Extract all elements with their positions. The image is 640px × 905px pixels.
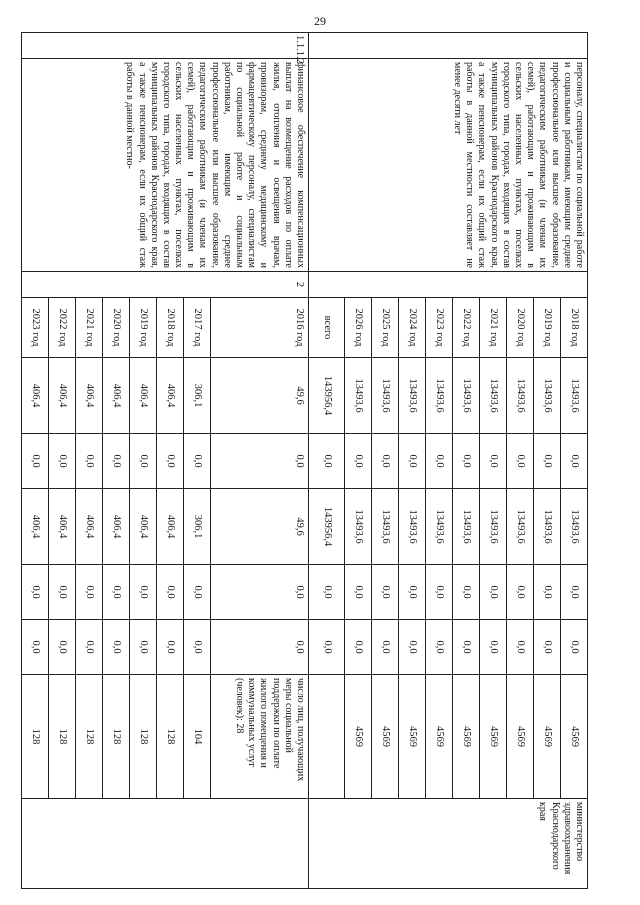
page-number: 29 <box>314 14 326 28</box>
measure-status: 2 <box>22 272 309 298</box>
total-cell: 406,4 <box>103 358 130 434</box>
federal-cell: 0,0 <box>22 434 49 489</box>
local-cell: 0,0 <box>157 565 184 620</box>
indicator-cell: 4569 <box>453 675 480 799</box>
other-cell: 0,0 <box>480 620 507 675</box>
year-cell: 2022 год <box>453 298 480 358</box>
indicator-cell: 128 <box>49 675 76 799</box>
federal-cell: 0,0 <box>534 434 561 489</box>
total-cell: 306,1 <box>184 358 211 434</box>
indicator-cell: 4569 <box>372 675 399 799</box>
year-cell: 2025 год <box>372 298 399 358</box>
local-cell: 0,0 <box>22 565 49 620</box>
regional-cell: 406,4 <box>103 489 130 565</box>
indicator-cell: 128 <box>130 675 157 799</box>
regional-cell: 13493,6 <box>345 489 372 565</box>
regional-cell: 406,4 <box>130 489 157 565</box>
year-cell: 2019 год <box>130 298 157 358</box>
document-sheet <box>30 32 588 888</box>
regional-cell: 406,4 <box>157 489 184 565</box>
regional-cell: 13493,6 <box>480 489 507 565</box>
local-cell: 0,0 <box>130 565 157 620</box>
total-cell: 13493,6 <box>453 358 480 434</box>
year-cell: 2020 год <box>507 298 534 358</box>
indicator-cell <box>309 675 345 799</box>
year-cell: 2026 год <box>345 298 372 358</box>
federal-cell: 0,0 <box>372 434 399 489</box>
total-cell: 13493,6 <box>426 358 453 434</box>
federal-cell: 0,0 <box>76 434 103 489</box>
total-cell: 13493,6 <box>507 358 534 434</box>
year-cell: 2022 год <box>49 298 76 358</box>
other-cell: 0,0 <box>130 620 157 675</box>
measure-description: финансовое обеспечение компенсационных выплат на возмещение расходов по оплате жилья, отопления и освещения врачам, провизорам, среднему медицинскому и фармацевтическому персоналу, специалистам по социальной работе и социальным работникам, имеющим среднее профессиональное или высшее образование, педагогическим работникам (и членам их семей), работающим и проживающим в сельских населенных пунктах, поселках городского типа, городах, входящих в состав муниципальных районов Краснодарского края, а также пенсионерам, если их общий стаж работы в данной местно- <box>22 59 309 272</box>
regional-cell: 13493,6 <box>534 489 561 565</box>
total-cell: 13493,6 <box>480 358 507 434</box>
total-cell: 143956,4 <box>309 358 345 434</box>
other-cell: 0,0 <box>103 620 130 675</box>
federal-cell: 0,0 <box>309 434 345 489</box>
other-cell: 0,0 <box>426 620 453 675</box>
other-cell: 0,0 <box>22 620 49 675</box>
indicator-cell: 128 <box>157 675 184 799</box>
indicator-cell: 4569 <box>399 675 426 799</box>
regional-cell: 13493,6 <box>426 489 453 565</box>
local-cell: 0,0 <box>534 565 561 620</box>
measure-description: персоналу, специалистам по социальной работе и социальным работникам, имеющим среднее профессиональное или высшее образование, педагогическим работникам (и членам их семей), работающим и проживающим в сельских населенных пунктах, поселках городского типа, городах, входящих в состав муниципальных районов Краснодарского края, а также пенсионерам, если их общий стаж работы в данной местности составляет не менее десяти лет <box>309 59 588 272</box>
regional-cell: 306,1 <box>184 489 211 565</box>
executor-cell <box>22 799 309 889</box>
status-cell <box>309 272 588 298</box>
program-activities-table <box>21 32 588 889</box>
year-cell: 2017 год <box>184 298 211 358</box>
local-cell: 0,0 <box>426 565 453 620</box>
other-cell: 0,0 <box>534 620 561 675</box>
regional-cell: 13493,6 <box>507 489 534 565</box>
total-cell: 406,4 <box>130 358 157 434</box>
regional-cell: 406,4 <box>22 489 49 565</box>
indicator-cell: 128 <box>103 675 130 799</box>
federal-cell: 0,0 <box>211 434 309 489</box>
year-cell: всего <box>309 298 345 358</box>
total-cell: 406,4 <box>157 358 184 434</box>
year-cell: 2020 год <box>103 298 130 358</box>
local-cell: 0,0 <box>480 565 507 620</box>
total-cell: 13493,6 <box>561 358 588 434</box>
year-cell: 2024 год <box>399 298 426 358</box>
regional-cell: 13493,6 <box>561 489 588 565</box>
regional-cell: 13493,6 <box>372 489 399 565</box>
indicator-cell: 4569 <box>561 675 588 799</box>
total-cell: 406,4 <box>76 358 103 434</box>
total-cell: 13493,6 <box>372 358 399 434</box>
year-cell: 2023 год <box>426 298 453 358</box>
executor-cell: министерство здравоохранения Краснодарского края <box>309 799 588 889</box>
federal-cell: 0,0 <box>130 434 157 489</box>
federal-cell: 0,0 <box>345 434 372 489</box>
federal-cell: 0,0 <box>399 434 426 489</box>
other-cell: 0,0 <box>309 620 345 675</box>
federal-cell: 0,0 <box>480 434 507 489</box>
local-cell: 0,0 <box>453 565 480 620</box>
total-cell: 49,6 <box>211 358 309 434</box>
code-cell <box>309 33 588 59</box>
federal-cell: 0,0 <box>184 434 211 489</box>
local-cell: 0,0 <box>372 565 399 620</box>
regional-cell: 143956,4 <box>309 489 345 565</box>
total-cell: 13493,6 <box>534 358 561 434</box>
total-cell: 406,4 <box>49 358 76 434</box>
other-cell: 0,0 <box>76 620 103 675</box>
year-cell: 2019 год <box>534 298 561 358</box>
local-cell: 0,0 <box>507 565 534 620</box>
year-cell: 2023 год <box>22 298 49 358</box>
other-cell: 0,0 <box>345 620 372 675</box>
other-cell: 0,0 <box>561 620 588 675</box>
indicator-cell: 4569 <box>507 675 534 799</box>
other-cell: 0,0 <box>184 620 211 675</box>
indicator-cell: 4569 <box>480 675 507 799</box>
local-cell: 0,0 <box>49 565 76 620</box>
measure-code: 1.1.1.2 <box>22 33 309 59</box>
indicator-cell: 104 <box>184 675 211 799</box>
other-cell: 0,0 <box>211 620 309 675</box>
federal-cell: 0,0 <box>507 434 534 489</box>
total-cell: 13493,6 <box>345 358 372 434</box>
indicator-description: число лиц, получающих меры социальной поддержки по оплате жилого помещения и коммунальных услуг (человек): 28 <box>211 675 309 799</box>
federal-cell: 0,0 <box>453 434 480 489</box>
federal-cell: 0,0 <box>426 434 453 489</box>
other-cell: 0,0 <box>49 620 76 675</box>
regional-cell: 406,4 <box>76 489 103 565</box>
indicator-cell: 4569 <box>426 675 453 799</box>
table-row <box>561 33 588 889</box>
local-cell: 0,0 <box>345 565 372 620</box>
regional-cell: 406,4 <box>49 489 76 565</box>
regional-cell: 49,6 <box>211 489 309 565</box>
local-cell: 0,0 <box>184 565 211 620</box>
year-cell: 2018 год <box>157 298 184 358</box>
other-cell: 0,0 <box>157 620 184 675</box>
total-cell: 406,4 <box>22 358 49 434</box>
indicator-cell: 4569 <box>534 675 561 799</box>
indicator-cell: 4569 <box>345 675 372 799</box>
other-cell: 0,0 <box>507 620 534 675</box>
local-cell: 0,0 <box>399 565 426 620</box>
regional-cell: 13493,6 <box>453 489 480 565</box>
regional-cell: 13493,6 <box>399 489 426 565</box>
indicator-cell: 128 <box>76 675 103 799</box>
rotated-table-wrapper <box>30 32 588 888</box>
other-cell: 0,0 <box>399 620 426 675</box>
year-cell: 2018 год <box>561 298 588 358</box>
total-cell: 13493,6 <box>399 358 426 434</box>
local-cell: 0,0 <box>309 565 345 620</box>
local-cell: 0,0 <box>103 565 130 620</box>
federal-cell: 0,0 <box>103 434 130 489</box>
local-cell: 0,0 <box>76 565 103 620</box>
local-cell: 0,0 <box>561 565 588 620</box>
federal-cell: 0,0 <box>49 434 76 489</box>
year-cell: 2021 год <box>480 298 507 358</box>
indicator-cell: 128 <box>22 675 49 799</box>
table-row <box>211 33 309 889</box>
local-cell: 0,0 <box>211 565 309 620</box>
federal-cell: 0,0 <box>157 434 184 489</box>
year-cell: 2021 год <box>76 298 103 358</box>
year-cell: 2016 год <box>211 298 309 358</box>
other-cell: 0,0 <box>453 620 480 675</box>
federal-cell: 0,0 <box>561 434 588 489</box>
other-cell: 0,0 <box>372 620 399 675</box>
